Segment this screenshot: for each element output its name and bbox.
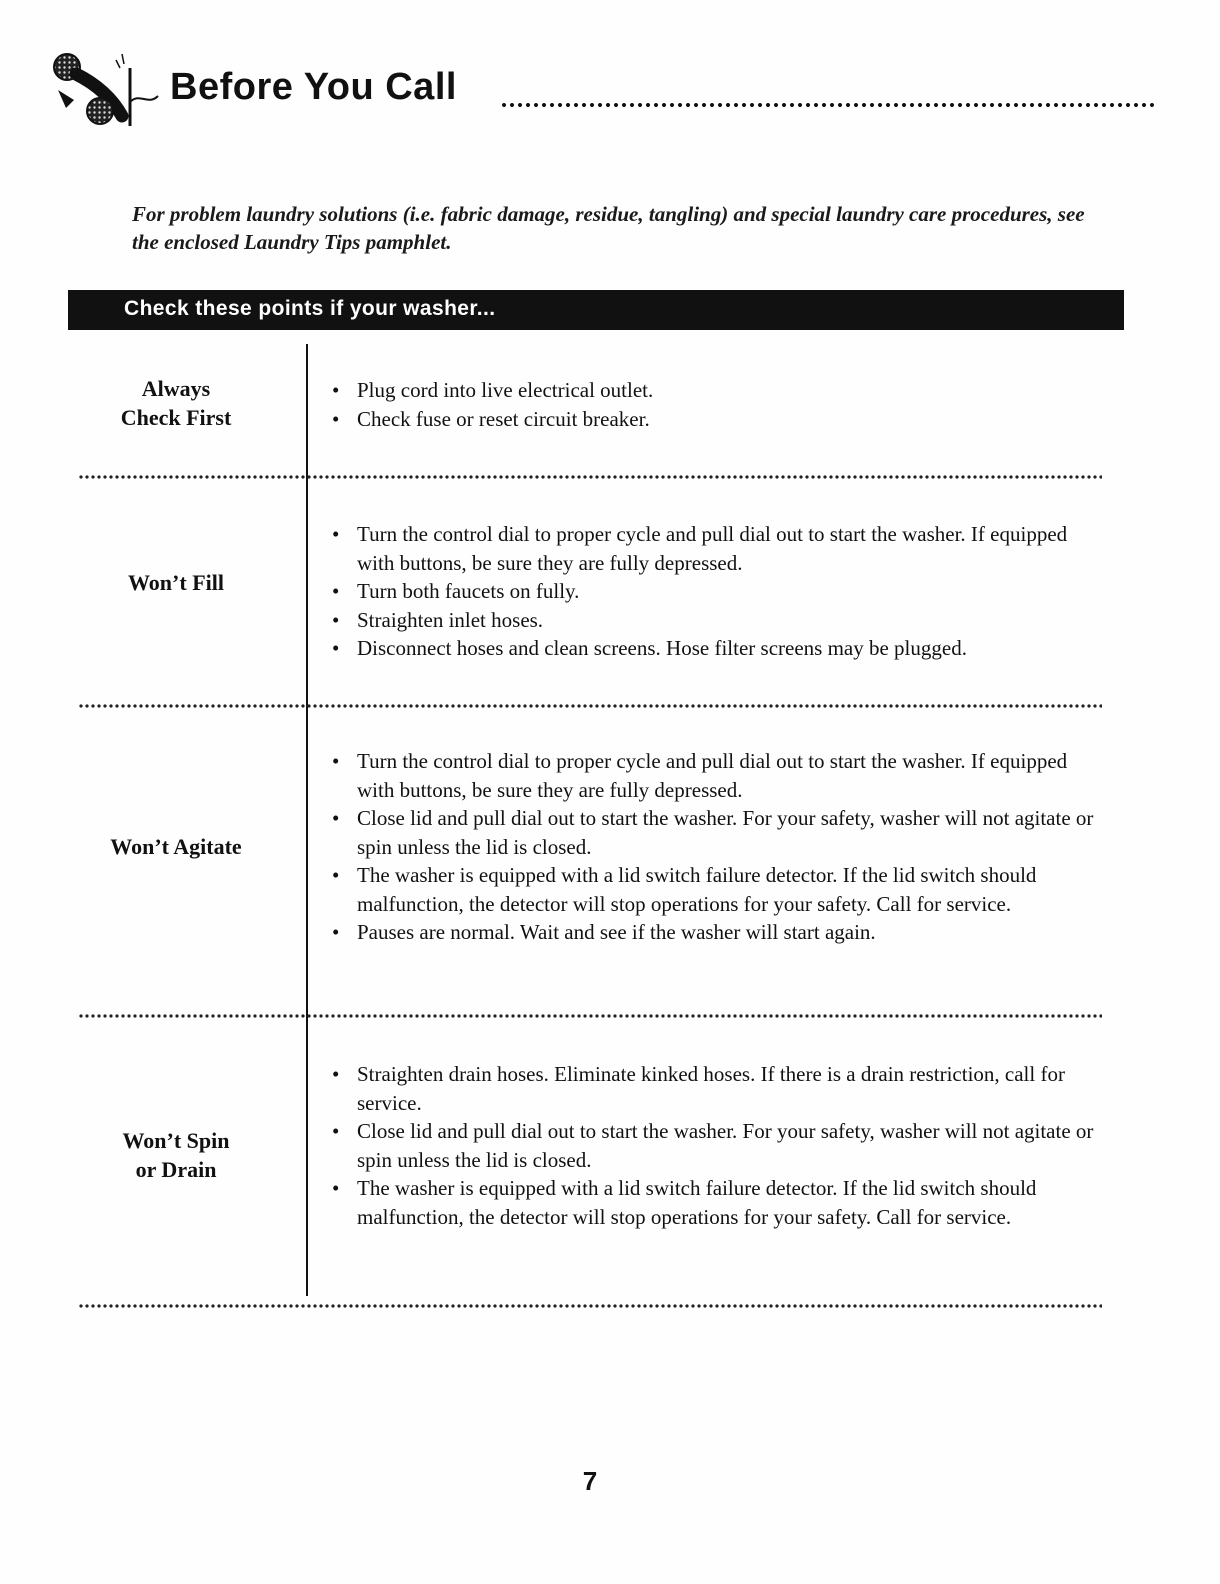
telephone-icon xyxy=(52,50,160,130)
page-header xyxy=(52,44,1112,134)
list-item: • Straighten inlet hoses. xyxy=(330,606,1100,635)
list-item: • Close lid and pull dial out to start the washer. For your safety, washer will not agitate or spin unless the lid is closed. xyxy=(330,804,1100,861)
problem-label-wont-fill: Won’t Fill xyxy=(128,570,224,595)
list-item: • Disconnect hoses and clean screens. Hose filter screens may be plugged. xyxy=(330,634,1100,663)
dotted-separator xyxy=(78,1013,1102,1019)
list-item: • The washer is equipped with a lid switch failure detector. If the lid switch should malfunction, the detector will stop operations for your safety. Call for service. xyxy=(330,1174,1100,1231)
section-banner xyxy=(68,290,1124,330)
list-item: • Turn the control dial to proper cycle and pull dial out to start the washer. If equipped with buttons, be sure they are fully depressed. xyxy=(330,520,1100,577)
problem-label-always-check-first: Always Check First xyxy=(120,376,232,430)
list-item: • Close lid and pull dial out to start the washer. For your safety, washer will not agitate or spin unless the lid is closed. xyxy=(330,1117,1100,1174)
banner-heading: Check these points if your washer... xyxy=(124,297,496,320)
page-title: Before You Call xyxy=(170,66,457,108)
list-item: • The washer is equipped with a lid switch failure detector. If the lid switch should malfunction, the detector will stop operations for your safety. Call for service. xyxy=(330,861,1100,918)
intro-note: For problem laundry solutions (i.e. fabric damage, residue, tangling) and special laundry care procedures, see the enclosed Laundry Tips pamphlet. xyxy=(132,202,1085,254)
list-item: • Pauses are normal. Wait and see if the washer will start again. xyxy=(330,918,1100,947)
column-divider xyxy=(306,344,308,1296)
solution-list-wont-spin-or-drain xyxy=(330,1060,1100,1231)
problem-label-wont-spin-or-drain: Won’t Spin or Drain xyxy=(122,1128,230,1182)
list-item: • Turn the control dial to proper cycle and pull dial out to start the washer. If equipped with buttons, be sure they are fully depressed. xyxy=(330,747,1100,804)
dotted-separator xyxy=(78,703,1102,709)
list-item: • Plug cord into live electrical outlet. xyxy=(330,376,1100,405)
problem-label-wont-agitate: Won’t Agitate xyxy=(110,834,242,859)
dotted-separator xyxy=(78,474,1102,480)
solution-list-wont-agitate xyxy=(330,747,1100,947)
dotted-separator xyxy=(78,1303,1102,1309)
list-item: • Check fuse or reset circuit breaker. xyxy=(330,405,1100,434)
title-dot-leader xyxy=(500,102,1154,108)
solution-list-wont-fill xyxy=(330,520,1100,663)
page-number: 7 xyxy=(582,1466,598,1496)
solution-list-always-check-first xyxy=(330,376,1100,433)
list-item: • Turn both faucets on fully. xyxy=(330,577,1100,606)
list-item: • Straighten drain hoses. Eliminate kinked hoses. If there is a drain restriction, call for service. xyxy=(330,1060,1100,1117)
